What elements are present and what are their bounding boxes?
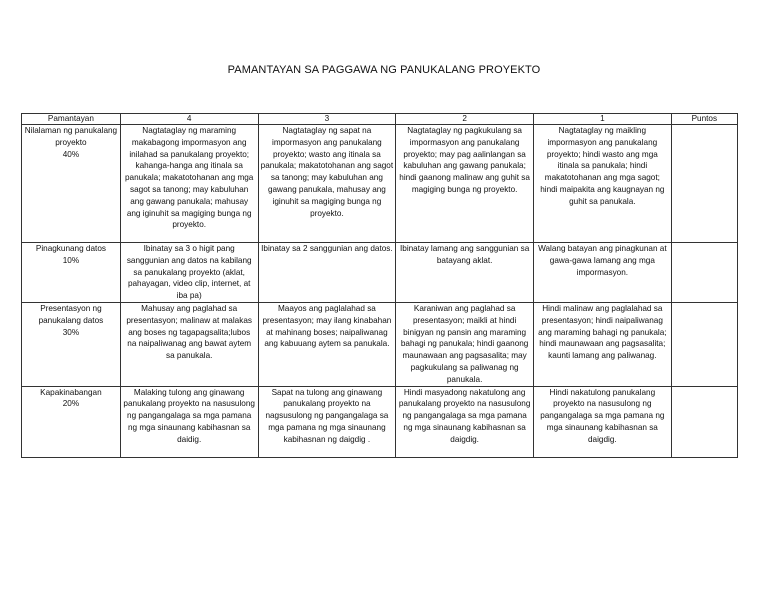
criterion-name: Nilalaman ng panukalang proyekto [24, 126, 118, 147]
header-level-1: 1 [533, 114, 671, 125]
level-2-cell: Nagtataglay ng pagkukulang sa impormasyon ang panukalang proyekto; may pag aalinlangan sa kabuluhan ang gawang panukala; hindi gaanong malinaw ang guhit sa magiging bunga ng proyekto. [396, 125, 534, 243]
header-level-4: 4 [120, 114, 258, 125]
criterion-cell [22, 386, 121, 457]
table-row [22, 303, 738, 387]
criterion-name: Pinagkunang datos [35, 244, 106, 253]
level-3-cell: Maayos ang paglalahad sa presentasyon; may ilang kinabahan at mahinang boses; naipaliwanag ang kabuuang aytem sa panukala. [258, 303, 396, 387]
level-2-cell: Ibinatay lamang ang sanggunian sa batayang aklat. [396, 243, 534, 303]
criterion-percent: 20% [62, 399, 80, 409]
criterion-name: Presentasyon ng panukalang datos [38, 304, 104, 325]
criterion-percent: 30% [62, 327, 80, 337]
header-puntos: Puntos [671, 114, 737, 125]
level-3-cell: Ibinatay sa 2 sanggunian ang datos. [258, 243, 396, 303]
level-2-cell: Karaniwan ang paglahad sa presentasyon; maikli at hindi binigyan ng pansin ang maraming bahagi ng panukala; hindi gaanong maunawaan ang pagsasalita; may pagkukulang sa paliwanag ng panukala. [396, 303, 534, 387]
criterion-cell [22, 303, 121, 387]
criterion-percent: 10% [62, 255, 80, 265]
points-cell [671, 125, 737, 243]
level-4-cell: Nagtataglay ng maraming makabagong impormasyon ang inilahad sa panukalang proyekto; kahanga-hanga ang itinala sa panukala; makatotohanan ang mga sagot sa tanong; may kabuluhan ang gawang panukala; mahusay ang iginuhit sa magiging bunga ng proyekto. [120, 125, 258, 243]
criterion-name: Kapakinabangan [40, 387, 102, 397]
table-row [22, 243, 738, 303]
table-row [22, 125, 738, 243]
header-pamantayan: Pamantayan [22, 114, 121, 125]
header-level-3: 3 [258, 114, 396, 125]
points-cell [671, 386, 737, 457]
level-1-cell: Hindi nakatulong panukalang proyekto na nasusulong ng pangangalaga sa mga pamana ng mga sinaunang kabihasnan sa daigdig. [533, 386, 671, 457]
level-2-cell: Hindi masyadong nakatulong ang panukalang proyekto na nasusulong ng pangangalaga sa mga pamana ng mga sinaunang kabihasnan sa daigdig. [396, 386, 534, 457]
criterion-percent: 40% [62, 149, 80, 159]
level-3-cell: Sapat na tulong ang ginawang panukalang proyekto na nagsusulong ng pangangalaga sa mga pamana ng mga sinaunang kabihasnan ng daigdig . [258, 386, 396, 457]
level-1-cell: Walang batayan ang pinagkunan at gawa-gawa lamang ang mga impormasyon. [533, 243, 671, 303]
level-4-cell: Ibinatay sa 3 o higit pang sanggunian ang datos na kabilang sa panukalang proyekto (aklat, pahayagan, video clip, internet, at iba pa) [120, 243, 258, 303]
table-row [22, 386, 738, 457]
level-3-cell: Nagtataglay ng sapat na impormasyon ang panukalang proyekto; wasto ang itinala sa panukala; makatotohanan ang sagot sa tanong; may kabuluhan ang gawang panukala, mahusay ang iginuhit sa magiging bunga ng proyekto. [258, 125, 396, 243]
criterion-cell [22, 243, 121, 303]
level-1-cell: Hindi malinaw ang paglalahad sa presentasyon; hindi naipaliwanag ang maraming bahagi ng panukala; hindi maunawaan ang pagsasalita; kaunti lamang ang paliwanag. [533, 303, 671, 387]
header-level-2: 2 [396, 114, 534, 125]
points-cell [671, 303, 737, 387]
level-4-cell: Malaking tulong ang ginawang panukalang proyekto na nasusulong ng pangangalaga sa mga pamana ng mga sinaunang kabihasnan sa daidig. [120, 386, 258, 457]
level-1-cell: Nagtataglay ng maikling impormasyon ang panukalang proyekto; hindi wasto ang mga itinala sa panukala; hindi makatotohanan ang mga sagot; hindi maipakita ang kaugnayan ng guhit sa panukala. [533, 125, 671, 243]
header-row [22, 114, 738, 125]
points-cell [671, 243, 737, 303]
criterion-cell [22, 125, 121, 243]
document-title: PAMANTAYAN SA PAGGAWA NG PANUKALANG PROYEKTO [227, 64, 541, 76]
level-4-cell: Mahusay ang paglahad sa presentasyon; malinaw at malakas ang boses ng tagapagsalita;lubos na naipaliwanag ang bawat aytem sa panukala. [120, 303, 258, 387]
rubric-table [21, 113, 738, 458]
